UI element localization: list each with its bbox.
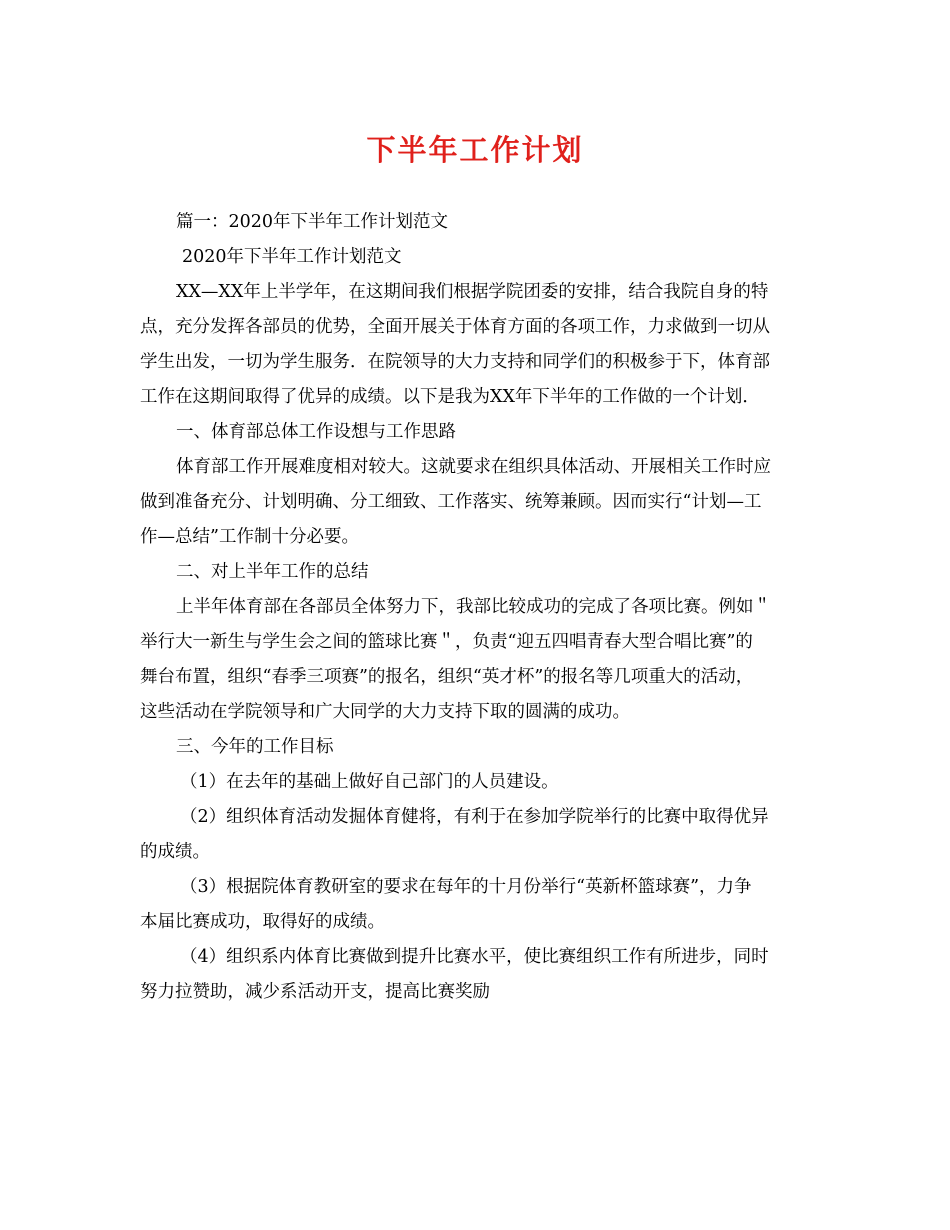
paragraph-line: 上半年体育部在各部员全体努力下，我部比较成功的完成了各项比赛。例如＂ [176, 597, 771, 617]
paragraph-line: 工作在这期间取得了优异的成绩。以下是我为XX年下半年的工作做的一个计划． [140, 387, 760, 407]
paragraph-line: 体育部工作开展难度相对较大。这就要求在组织具体活动、开展相关工作时应 [176, 457, 771, 477]
section-heading: 一、体育部总体工作设想与工作思路 [176, 422, 456, 442]
paragraph-line: 点，充分发挥各部员的优势，全面开展关于体育方面的各项工作，力求做到一切从 [140, 317, 770, 337]
section-heading: 二、对上半年工作的总结 [176, 562, 369, 582]
paragraph-line: 做到准备充分、计划明确、分工细致、工作落实、统筹兼顾。因而实行“计划—工 [140, 492, 762, 512]
section-heading: 三、今年的工作目标 [176, 737, 334, 757]
list-item: （4）组织系内体育比赛做到提升比赛水平，使比赛组织工作有所进步，同时 [180, 947, 769, 967]
list-item-continuation: 本届比赛成功，取得好的成绩。 [140, 912, 385, 932]
paragraph-line: 举行大一新生与学生会之间的篮球比赛＂，负责“迎五四唱青春大型合唱比赛”的 [140, 632, 753, 652]
document-body [140, 205, 830, 1010]
list-item: （3）根据院体育教研室的要求在每年的十月份举行“英新杯篮球赛”，力争 [180, 877, 752, 897]
list-item-continuation: 努力拉赞助，减少系活动开支，提高比赛奖励 [140, 982, 490, 1002]
list-item-continuation: 的成绩。 [140, 842, 210, 862]
document-title: 下半年工作计划 [366, 133, 584, 167]
paragraph-line: 舞台布置，组织“春季三项赛”的报名，组织“英才杯”的报名等几项重大的活动， [140, 667, 754, 687]
section-heading: 篇一：2020年下半年工作计划范文 [176, 212, 449, 232]
paragraph-line: XX—XX年上半学年，在这期间我们根据学院团委的安排，结合我院自身的特 [176, 282, 769, 302]
paragraph-line: 学生出发，一切为学生服务．在院领导的大力支持和同学们的积极参于下，体育部 [140, 352, 770, 372]
paragraph-line: 作—总结”工作制十分必要。 [140, 527, 359, 547]
list-item: （2）组织体育活动发掘体育健将，有利于在参加学院举行的比赛中取得优异 [180, 807, 769, 827]
list-item: （1）在去年的基础上做好自己部门的人员建设。 [180, 772, 559, 792]
paragraph-line: 这些活动在学院领导和广大同学的大力支持下取的圆满的成功。 [140, 702, 630, 722]
subheading: 2020年下半年工作计划范文 [182, 247, 402, 267]
